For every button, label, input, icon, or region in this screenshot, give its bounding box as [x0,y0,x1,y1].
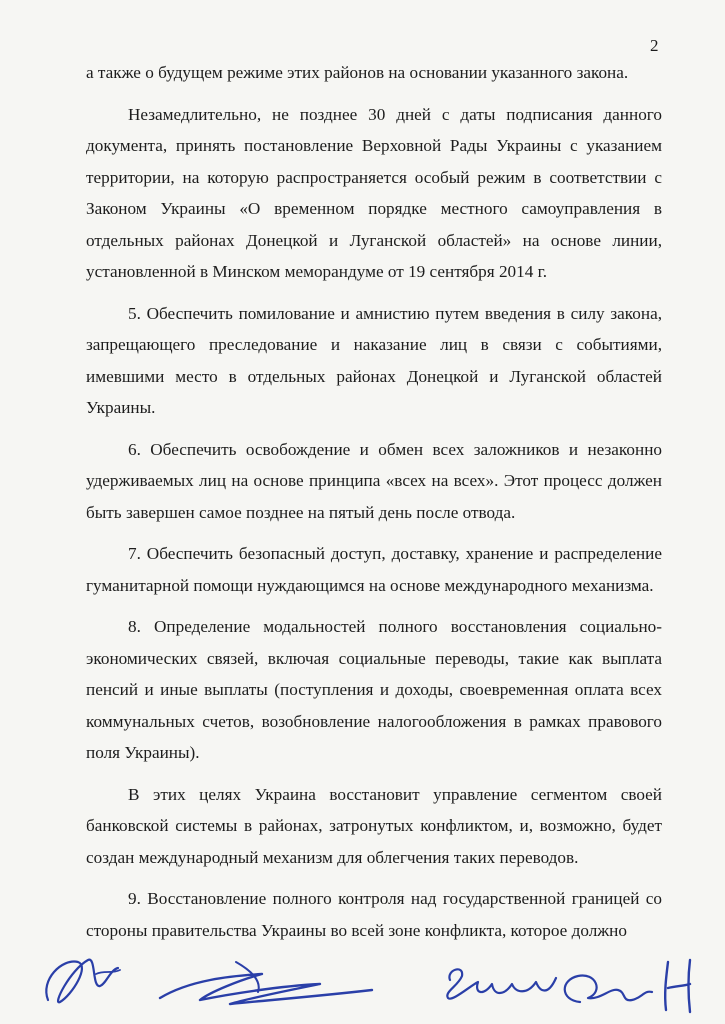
signature-2 [160,962,372,1004]
paragraph-item-7: 7. Обеспечить безопасный доступ, доставку, хранение и распределение гуманитарной помощи нуждающимся на основе международного механизма. [86,544,662,595]
paragraph-item-9: 9. Восстановление полного контроля над государственной границей со стороны правительства Украины во всей зоне конфликта, которое должно [86,889,662,940]
paragraph-banking: В этих целях Украина восстановит управление сегментом своей банковской системы в районах, затронутых конфликтом, и, возможно, будет создан международный механизм для облегчения таких переводов. [86,784,662,867]
paragraph-continuation: а также о будущем режиме этих районов на основании указанного закона. [86,63,629,82]
paragraph-resolution-deadline: Незамедлительно, не позднее 30 дней с даты подписания данного документа, принять постановление Верховной Рады Украины с указанием территории, на которую распространяется особый режим в соответствии с Законом Украины «О временном порядке местного самоуправления в отдельных районах Донецкой и Луганской областей» на основе линии, установленной в Минском меморандуме от 19 сентября 2014 г. [86,104,662,281]
signatures-svg [0,940,725,1024]
paragraph-item-6: 6. Обеспечить освобождение и обмен всех заложников и незаконно удерживаемых лиц на основе принципа «всех на всех». Этот процесс должен быть завершен самое позднее на пятый день после отвода. [86,439,662,522]
paragraph-item-5: 5. Обеспечить помилование и амнистию путем введения в силу закона, запрещающего преследование и наказание лиц в связи с событиями, имевшими место в отдельных районах Донецкой и Луганской областей Украины. [86,303,662,417]
signature-1 [46,960,120,1003]
paragraph-item-8: 8. Определение модальностей полного восстановления социально-экономических связей, включая социальные переводы, такие как выплата пенсий и иные выплаты (поступления и доходы, своевременная оплата всех коммунальных счетов, возобновление налогообложения в рамках правового поля Украины). [86,617,662,762]
signature-4 [565,975,652,1002]
document-body [86,57,662,956]
signature-3 [447,969,556,998]
page-number: 2 [650,36,659,55]
signature-5 [665,960,690,1012]
signatures-area [0,940,725,1024]
